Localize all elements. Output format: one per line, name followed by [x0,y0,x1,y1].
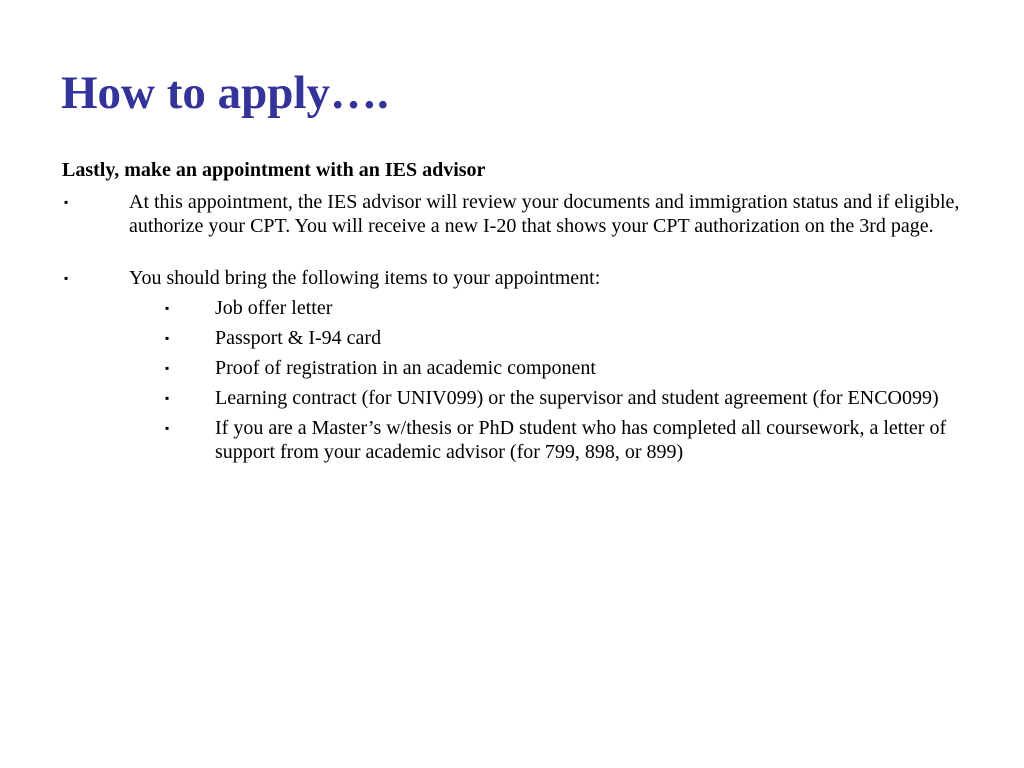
list-item-text: Passport & I-94 card [215,327,382,349]
list-item [165,356,982,380]
square-bullet-icon: ▪ [165,421,170,435]
square-bullet-icon: ▪ [64,271,69,285]
list-item-text: Job offer letter [215,297,333,319]
list-item [165,326,982,350]
list-item-text: Proof of registration in an academic component [215,357,596,379]
square-bullet-icon: ▪ [165,301,170,315]
bullet-appointment-review [62,190,982,238]
square-bullet-icon: ▪ [165,331,170,345]
slide-title: How to apply…. [61,67,389,119]
bullet-text: You should bring the following items to your appointment: [129,267,601,289]
list-item [165,416,982,464]
list-item [165,296,982,320]
bullet-bring-items [62,266,982,290]
list-item [165,386,982,410]
list-item-text: Learning contract (for UNIV099) or the supervisor and student agreement (for ENCO099) [215,387,939,409]
square-bullet-icon: ▪ [165,391,170,405]
square-bullet-icon: ▪ [165,361,170,375]
items-to-bring-list [62,296,982,464]
slide-body [62,158,982,470]
bullet-text: At this appointment, the IES advisor will review your documents and immigration status and if eligible, authorize your CPT. You will receive a new I-20 that shows your CPT authorization on the 3rd page. [129,191,960,237]
square-bullet-icon: ▪ [64,195,69,209]
section-subheading: Lastly, make an appointment with an IES advisor [62,159,486,181]
list-item-text: If you are a Master’s w/thesis or PhD student who has completed all coursework, a letter of support from your academic advisor (for 799, 898, or 899) [215,417,947,463]
